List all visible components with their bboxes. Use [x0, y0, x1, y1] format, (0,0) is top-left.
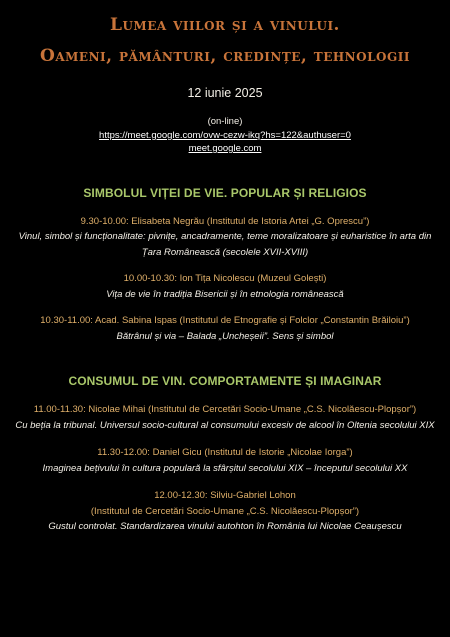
talk-speaker: 11.30-12.00: Daniel Gicu (Institutul de Istorie „Nicolae Iorga”): [97, 447, 353, 458]
talk-item: [0, 313, 450, 344]
event-title-line1: Lumea viilor și a vinului.: [110, 15, 340, 35]
meeting-info: [0, 115, 450, 156]
event-title: [0, 10, 450, 72]
section-heading-consumption: CONSUMUL DE VIN. COMPORTAMENTE ȘI IMAGINAR: [68, 374, 382, 388]
event-title-line2: Oameni, pământuri, credințe, tehnologii: [40, 46, 410, 66]
talk-topic: Vinul, simbol și funcționalitate: pivnițe, ancadramente, teme moralizatoare și euharistice în arta din Țara Românească (secolele XVII-XVIII): [18, 231, 432, 258]
talk-topic: Vița de vie în tradiția Bisericii și în etnologia românească: [106, 288, 344, 300]
talk-item: [0, 271, 450, 302]
talk-speaker: 10.00-10.30: Ion Tița Nicolescu (Muzeul Golești): [123, 273, 327, 284]
talk-speaker: 12.00-12.30: Silviu-Gabriel Lohon: [154, 490, 296, 501]
talk-item: [0, 214, 450, 261]
talk-speaker: 9.30-10.00: Elisabeta Negrău (Institutul de Istoria Artei „G. Oprescu”): [80, 215, 370, 227]
talk-item: [0, 402, 450, 433]
talk-topic: Bătrânul și via – Balada „Uncheșeii”. Sens și simbol: [116, 330, 334, 342]
talk-topic: Cu bețiа la tribunal. Universul socio-cultural al consumului excesiv de alcool în Oltenia secolului XIX: [15, 419, 435, 431]
meet-link-short[interactable]: meet.google.com: [188, 143, 262, 154]
event-format: (on-line): [207, 116, 243, 127]
talk-topic: Gustul controlat. Standardizarea vinului autohton în România lui Nicolae Ceaușescu: [48, 521, 402, 532]
section-heading-symbolism: SIMBOLUL VIȚEI DE VIE. POPULAR ȘI RELIGIOS: [83, 185, 367, 200]
talk-speaker: 11.00-11.30: Nicolae Mihai (Institutul de Cercetări Socio-Umane „C.S. Nicolăescu-Plopșor”): [33, 404, 417, 415]
talk-speaker: 10.30-11.00: Acad. Sabina Ispas (Institutul de Etnografie și Folclor „Constantin Brăiloiu”): [40, 315, 410, 326]
event-date: 12 iunie 2025: [187, 86, 263, 100]
talk-speaker-affiliation: (Institutul de Cercetări Socio-Umane „C.S. Nicolăescu-Plopșor”): [90, 505, 360, 517]
talk-item: [0, 445, 450, 476]
meet-link-full[interactable]: https://meet.google.com/ovw-cezw-ikq?hs=122&authuser=0: [99, 129, 351, 141]
talk-item: [0, 488, 450, 535]
talk-topic: Imaginea bețivului în cultura populară la sfârșitul secolului XIX – începutul secolului XX: [42, 462, 408, 474]
